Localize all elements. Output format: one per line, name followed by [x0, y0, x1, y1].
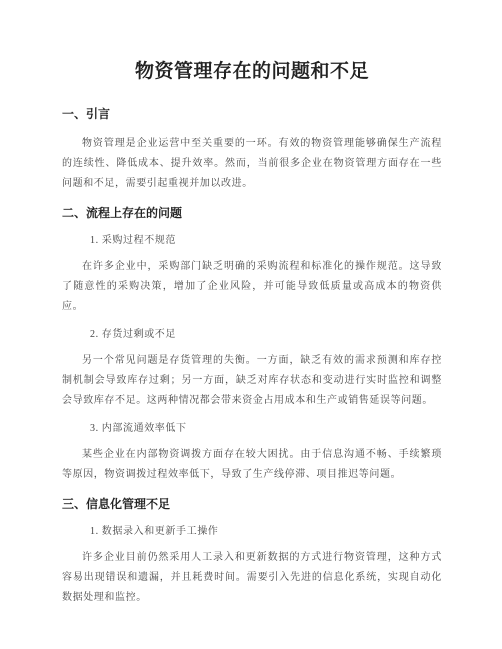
- section-information-management: [62, 495, 442, 608]
- document-title: 物资管理存在的问题和不足: [134, 61, 369, 82]
- paragraph: 另一个常见问题是存货管理的失衡。一方面，缺乏有效的需求预测和库存控制机制会导致库存过剩；另一方面，缺乏对库存状态和变动进行实时监控和调整会导致库存不足。这两种情况都会带来资金占用成本和生产或销售延误等问题。: [62, 355, 442, 406]
- section-process-problems: [62, 204, 442, 485]
- subheading: 1. 数据录入和更新手工操作: [90, 526, 219, 537]
- section-heading: 三、信息化管理不足: [62, 497, 171, 511]
- section-heading: 一、引言: [62, 107, 111, 121]
- subheading: 1. 采购过程不规范: [90, 235, 176, 246]
- section-introduction: [62, 105, 442, 194]
- section-heading: 二、流程上存在的问题: [62, 206, 183, 220]
- subheading: 2. 存货过剩或不足: [90, 329, 176, 340]
- paragraph: 物资管理是企业运营中至关重要的一环。有效的物资管理能够确保生产流程的连续性、降低成本、提升效率。然而，当前很多企业在物资管理方面存在一些问题和不足，需要引起重视并加以改进。: [62, 138, 442, 189]
- paragraph: 在许多企业中，采购部门缺乏明确的采购流程和标准化的操作规范。这导致了随意性的采购决策，增加了企业风险，并可能导致低质量或高成本的物资供应。: [62, 261, 442, 312]
- subheading: 3. 内部流通效率低下: [90, 423, 187, 434]
- paragraph: 许多企业目前仍然采用人工录入和更新数据的方式进行物资管理，这种方式容易出现错误和遗漏，并且耗费时间。需要引入先进的信息化系统，实现自动化数据处理和监控。: [62, 552, 442, 603]
- paragraph: 某些企业在内部物资调拨方面存在较大困扰。由于信息沟通不畅、手续繁琐等原因，物资调拨过程效率低下，导致了生产线停滞、项目推迟等问题。: [62, 449, 442, 480]
